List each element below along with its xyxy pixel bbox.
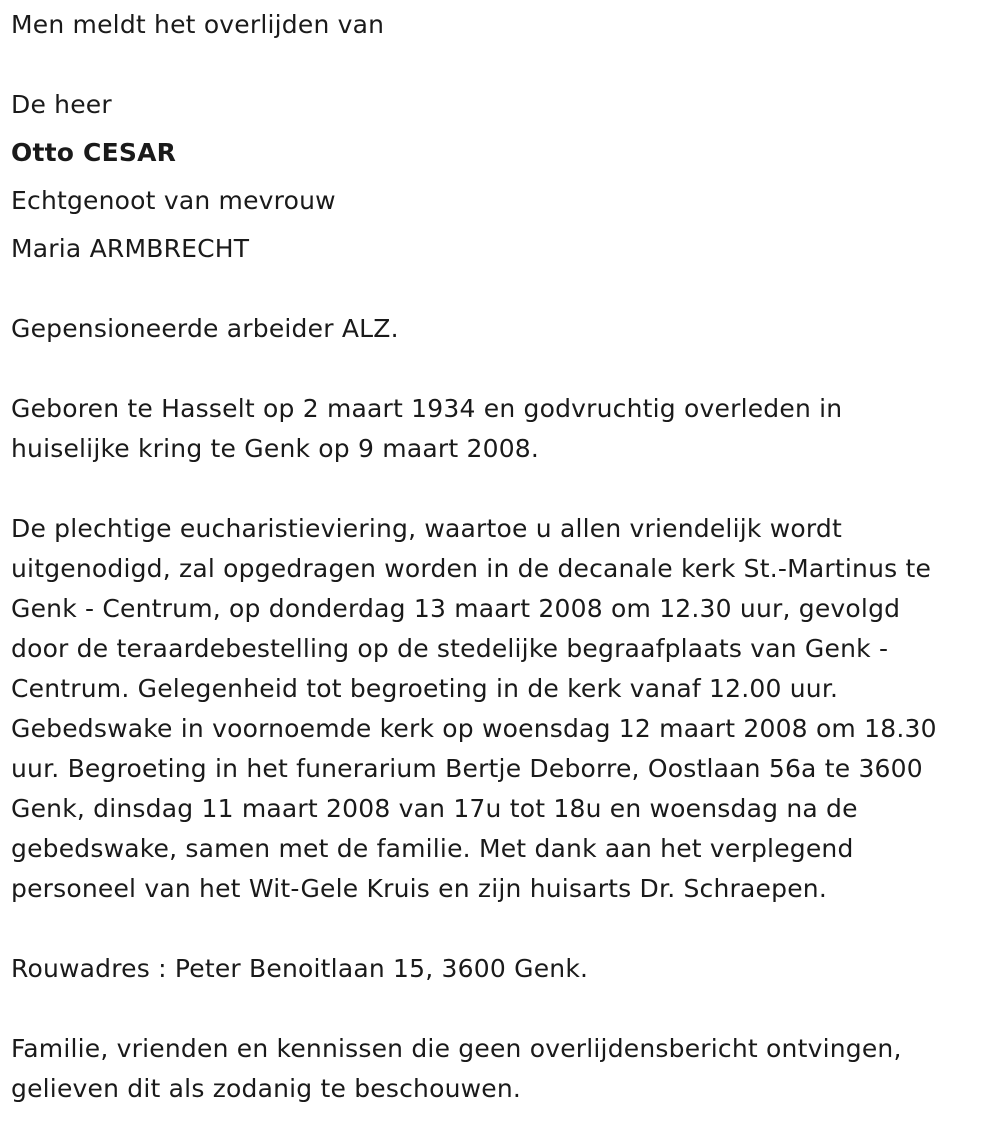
occupation-paragraph xyxy=(11,309,986,349)
ceremony-line: uitgenodigd, zal opgedragen worden in de decanale kerk St.-Martinus te xyxy=(11,554,932,583)
ceremony-line: Genk - Centrum, op donderdag 13 maart 2008 om 12.30 uur, gevolgd xyxy=(11,594,901,623)
ceremony-line: gebedswake, samen met de familie. Met dank aan het verplegend xyxy=(11,834,854,863)
birth-death-line: Geboren te Hasselt op 2 maart 1934 en godvruchtig overleden in xyxy=(11,394,843,423)
salutation-text: De heer xyxy=(11,90,112,119)
ceremony-line: door de teraardebestelling op de stedelijke begraafplaats van Genk - xyxy=(11,634,889,663)
ceremony-line: Genk, dinsdag 11 maart 2008 van 17u tot 18u en woensdag na de xyxy=(11,794,858,823)
birth-death-line: huiselijke kring te Genk op 9 maart 2008. xyxy=(11,434,540,463)
occupation-text: Gepensioneerde arbeider ALZ. xyxy=(11,314,399,343)
ceremony-paragraph xyxy=(11,509,986,909)
closing-line: gelieven dit als zodanig te beschouwen. xyxy=(11,1074,522,1103)
ceremony-line: uur. Begroeting in het funerarium Bertje Deborre, Oostlaan 56a te 3600 xyxy=(11,754,923,783)
death-notice xyxy=(11,0,986,1109)
ceremony-line: Centrum. Gelegenheid tot begroeting in de kerk vanaf 12.00 uur. xyxy=(11,674,839,703)
deceased-name: Otto CESAR xyxy=(11,138,177,167)
closing-line: Familie, vrienden en kennissen die geen overlijdensbericht ontvingen, xyxy=(11,1034,902,1063)
mourning-address: Rouwadres : Peter Benoitlaan 15, 3600 Genk. xyxy=(11,954,589,983)
spouse-label: Echtgenoot van mevrouw xyxy=(11,186,336,215)
closing-paragraph xyxy=(11,1029,986,1109)
ceremony-line: Gebedswake in voornoemde kerk op woensdag 12 maart 2008 om 18.30 xyxy=(11,714,937,743)
spouse-name: Maria ARMBRECHT xyxy=(11,234,250,263)
birth-death-paragraph xyxy=(11,389,986,469)
ceremony-line: De plechtige eucharistieviering, waartoe u allen vriendelijk wordt xyxy=(11,514,842,543)
intro-text: Men meldt het overlijden van xyxy=(11,10,385,39)
ceremony-line: personeel van het Wit-Gele Kruis en zijn huisarts Dr. Schraepen. xyxy=(11,874,827,903)
address-paragraph xyxy=(11,949,986,989)
